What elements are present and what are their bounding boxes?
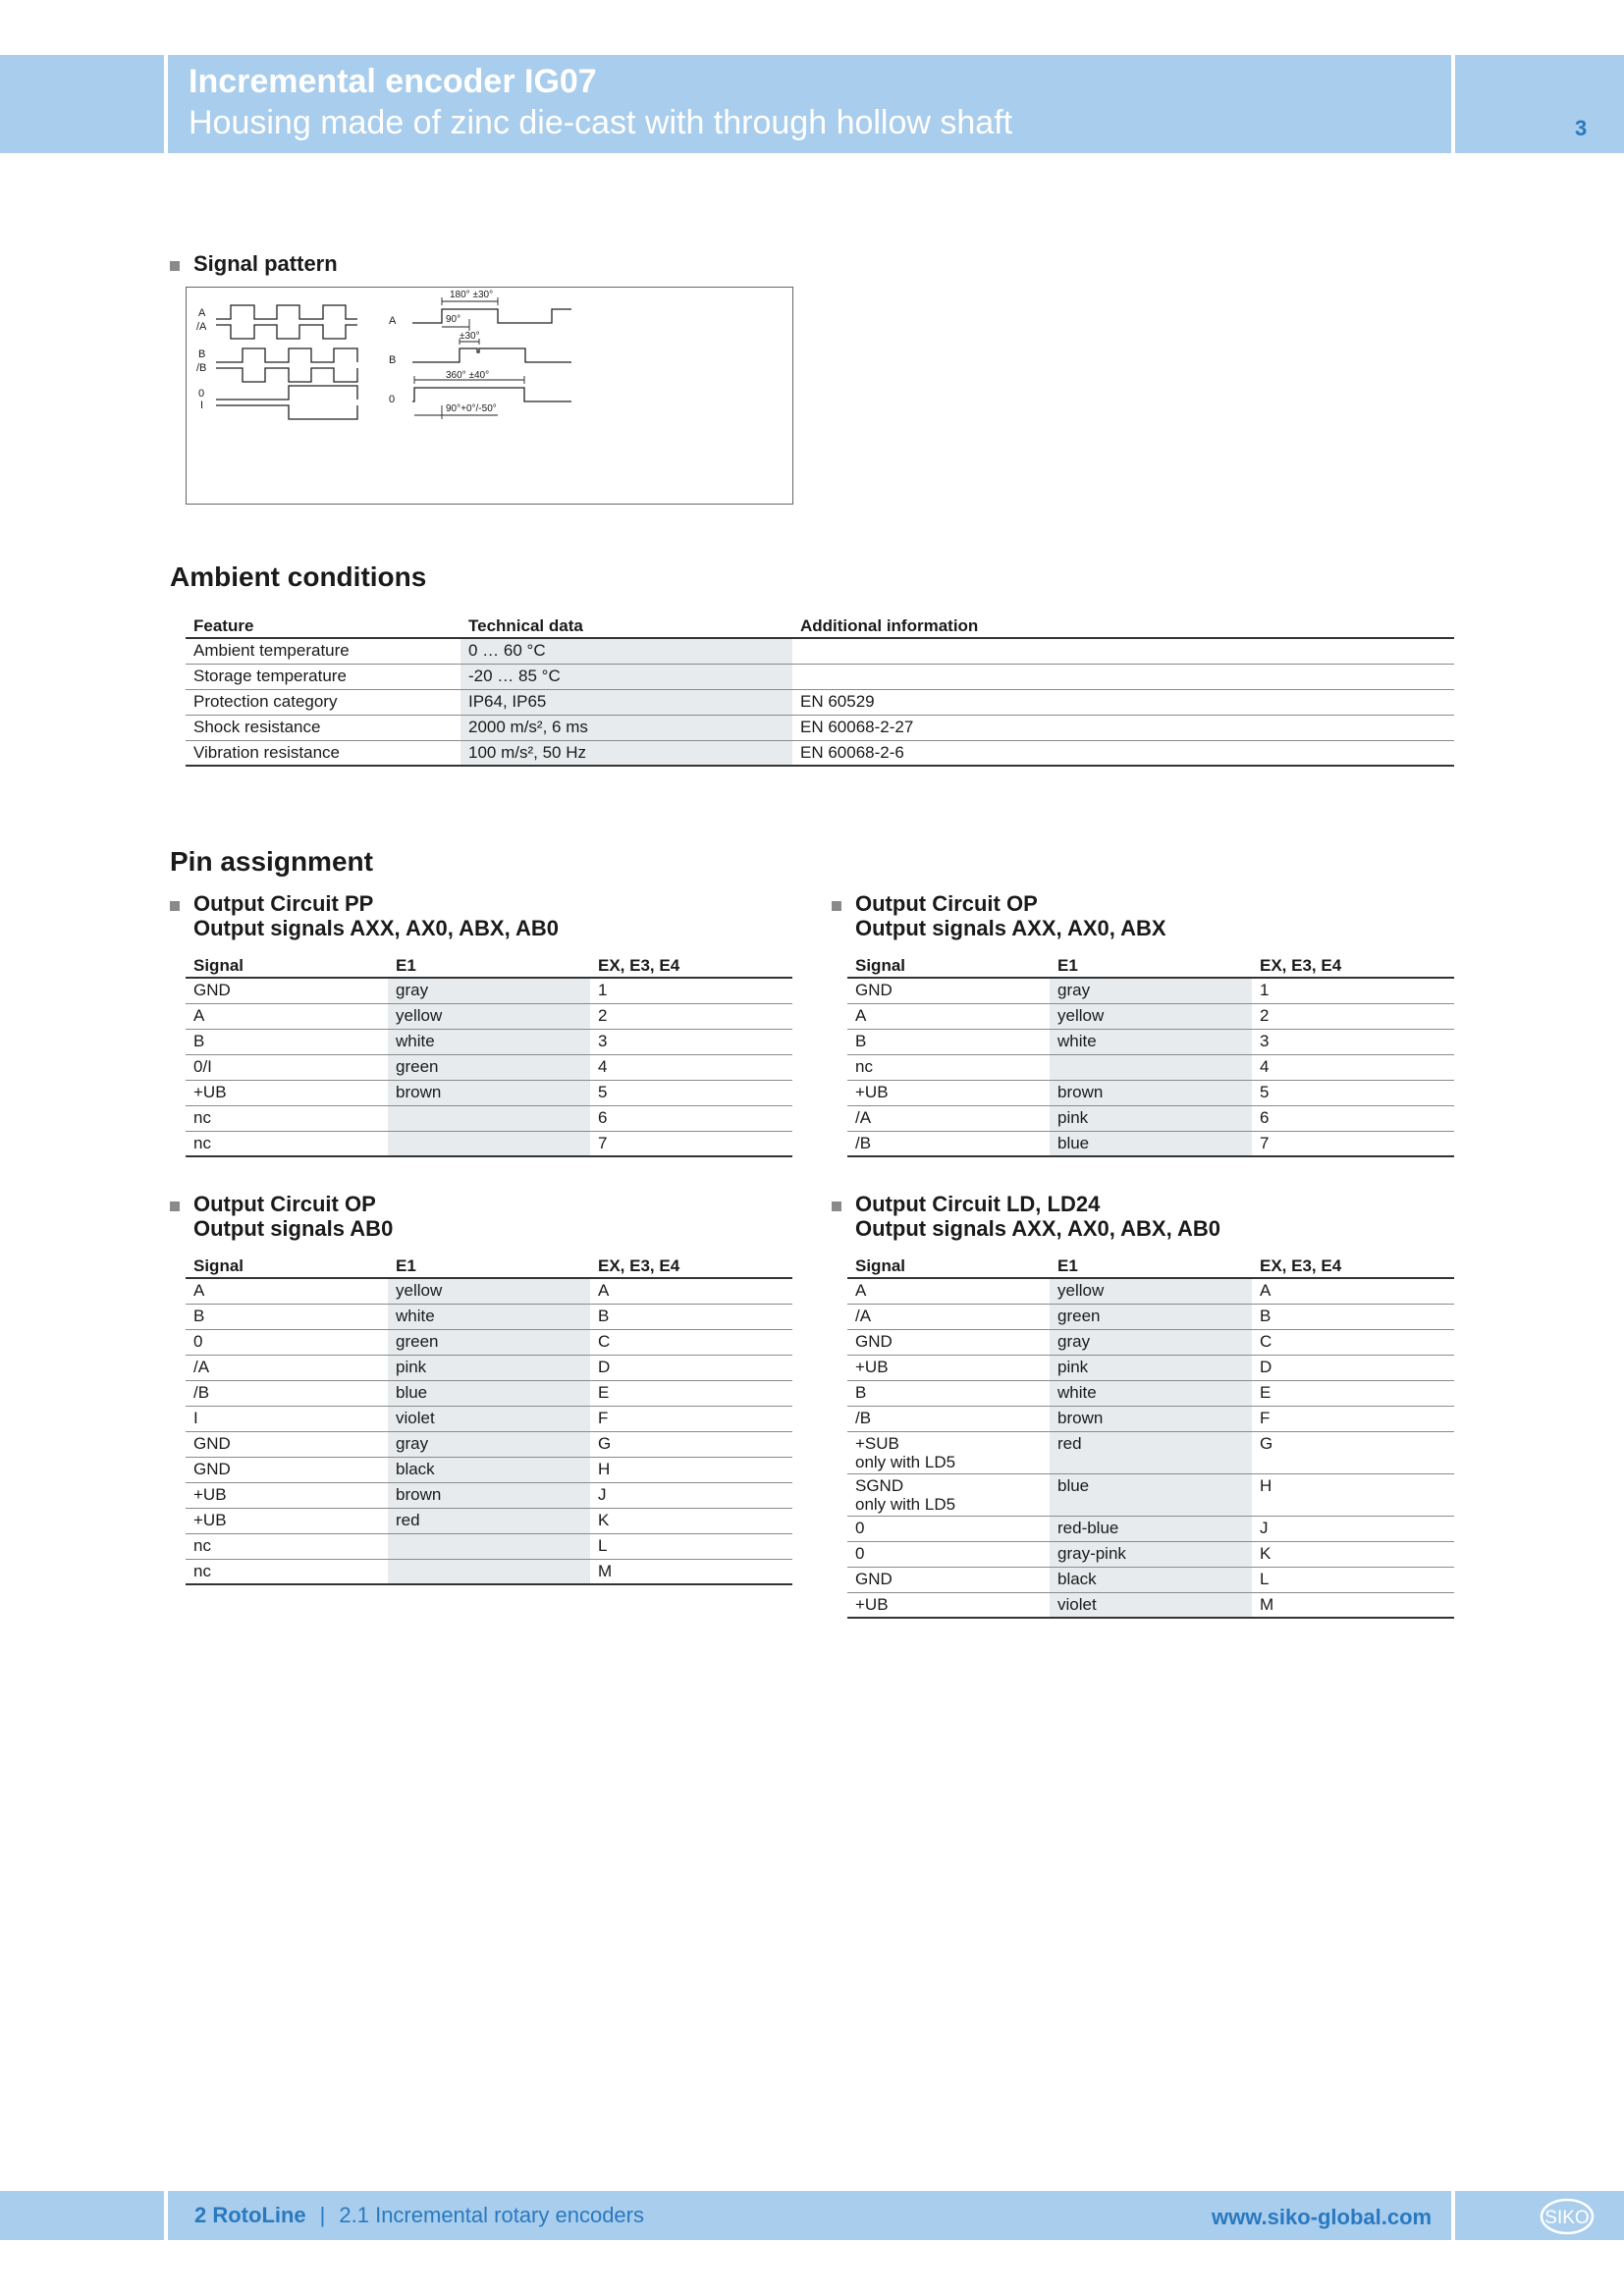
table-row bbox=[847, 1380, 1454, 1406]
table-row bbox=[186, 1003, 792, 1029]
cell: gray bbox=[388, 1431, 590, 1457]
cell: 6 bbox=[590, 1105, 792, 1131]
op2-title: Output Circuit OP Output signals AB0 bbox=[193, 1192, 394, 1241]
table-row bbox=[847, 1105, 1454, 1131]
cell: B bbox=[847, 1380, 1050, 1406]
cell: G bbox=[1252, 1431, 1454, 1473]
cell: B bbox=[1252, 1304, 1454, 1329]
table-row bbox=[186, 1355, 792, 1380]
table-row bbox=[847, 1406, 1454, 1431]
cell: D bbox=[590, 1355, 792, 1380]
cell: gray bbox=[1050, 978, 1252, 1003]
cell: 7 bbox=[590, 1131, 792, 1156]
cell: E bbox=[1252, 1380, 1454, 1406]
wave-label: B bbox=[198, 348, 206, 360]
dimension-label: 90°+0°/-50° bbox=[446, 403, 497, 414]
footer-section: 2 RotoLine bbox=[194, 2203, 306, 2227]
cell: nc bbox=[847, 1054, 1050, 1080]
cell: C bbox=[590, 1329, 792, 1355]
cell: GND bbox=[186, 1457, 388, 1482]
cell: F bbox=[1252, 1406, 1454, 1431]
cell: white bbox=[388, 1029, 590, 1054]
cell: A bbox=[186, 1003, 388, 1029]
cell: 4 bbox=[1252, 1054, 1454, 1080]
cell: /A bbox=[186, 1355, 388, 1380]
cell: Protection category bbox=[186, 689, 460, 715]
cell: blue bbox=[1050, 1473, 1252, 1516]
cell: green bbox=[1050, 1304, 1252, 1329]
dimension-label: 90° bbox=[446, 314, 461, 325]
table-header-row bbox=[186, 952, 792, 978]
cell: /B bbox=[186, 1380, 388, 1406]
cell: yellow bbox=[388, 1278, 590, 1304]
table-row bbox=[186, 740, 1454, 766]
ld-table bbox=[847, 1253, 1454, 1619]
footer-divider-left bbox=[164, 2191, 168, 2240]
cell: C bbox=[1252, 1329, 1454, 1355]
cell: E bbox=[590, 1380, 792, 1406]
table-row bbox=[847, 1541, 1454, 1567]
table-row bbox=[186, 715, 1454, 740]
cell: black bbox=[388, 1457, 590, 1482]
cell: 3 bbox=[590, 1029, 792, 1054]
footer-divider-right bbox=[1451, 2191, 1455, 2240]
dimension-label: ±30° bbox=[460, 331, 480, 342]
bullet-icon bbox=[832, 901, 841, 911]
table-row bbox=[186, 1029, 792, 1054]
cell: 0 bbox=[186, 1329, 388, 1355]
cell: brown bbox=[388, 1482, 590, 1508]
siko-logo bbox=[1540, 2197, 1595, 2236]
cell: Ambient temperature bbox=[186, 638, 460, 664]
table-row bbox=[186, 1406, 792, 1431]
table-row bbox=[186, 1278, 792, 1304]
column-header: E1 bbox=[1050, 952, 1252, 978]
table-row bbox=[186, 638, 1454, 664]
cell: violet bbox=[1050, 1592, 1252, 1618]
cell: /B bbox=[847, 1406, 1050, 1431]
cell: H bbox=[590, 1457, 792, 1482]
cell: green bbox=[388, 1054, 590, 1080]
wave-label: /B bbox=[196, 362, 207, 374]
cell: /A bbox=[847, 1304, 1050, 1329]
dimension-label: 180° ±30° bbox=[450, 290, 494, 300]
page-subtitle: Housing made of zinc die-cast with through hollow shaft bbox=[189, 104, 1013, 141]
signal-pattern-heading: Signal pattern bbox=[193, 251, 338, 276]
table-row bbox=[847, 1131, 1454, 1156]
cell: pink bbox=[1050, 1105, 1252, 1131]
cell: 2 bbox=[590, 1003, 792, 1029]
table-row bbox=[847, 1592, 1454, 1618]
cell: yellow bbox=[388, 1003, 590, 1029]
cell: GND bbox=[847, 978, 1050, 1003]
cell: M bbox=[1252, 1592, 1454, 1618]
cell: nc bbox=[186, 1131, 388, 1156]
table-header-row bbox=[186, 613, 1454, 638]
cell: red bbox=[388, 1508, 590, 1533]
cell: +UB bbox=[847, 1080, 1050, 1105]
table-row bbox=[186, 1131, 792, 1156]
cell: GND bbox=[186, 978, 388, 1003]
table-row bbox=[847, 1329, 1454, 1355]
cell: EN 60529 bbox=[792, 689, 1454, 715]
cell: nc bbox=[186, 1105, 388, 1131]
header-divider-left bbox=[164, 55, 168, 153]
column-header: EX, E3, E4 bbox=[590, 952, 792, 978]
cell: nc bbox=[186, 1533, 388, 1559]
column-header: Technical data bbox=[460, 613, 792, 638]
table-row bbox=[186, 1304, 792, 1329]
cell: GND bbox=[847, 1329, 1050, 1355]
cell: A bbox=[847, 1278, 1050, 1304]
pp-title: Output Circuit PP Output signals AXX, AX0, ABX, AB0 bbox=[193, 891, 560, 940]
table-row bbox=[186, 1482, 792, 1508]
cell: 4 bbox=[590, 1054, 792, 1080]
table-row bbox=[847, 1054, 1454, 1080]
table-row bbox=[847, 1567, 1454, 1592]
cell: F bbox=[590, 1406, 792, 1431]
table-row bbox=[186, 1533, 792, 1559]
column-header: Signal bbox=[847, 952, 1050, 978]
footer-separator: | bbox=[319, 2203, 326, 2227]
table-row bbox=[186, 978, 792, 1003]
table-row bbox=[186, 689, 1454, 715]
cell bbox=[388, 1131, 590, 1156]
cell: white bbox=[388, 1304, 590, 1329]
cell: brown bbox=[388, 1080, 590, 1105]
page-title: Incremental encoder IG07 bbox=[189, 63, 597, 100]
table-row bbox=[186, 1508, 792, 1533]
cell: L bbox=[590, 1533, 792, 1559]
cell: 0 bbox=[847, 1516, 1050, 1541]
ld-title: Output Circuit LD, LD24 Output signals AXX, AX0, ABX, AB0 bbox=[855, 1192, 1221, 1241]
table-row bbox=[186, 1431, 792, 1457]
cell: IP64, IP65 bbox=[460, 689, 792, 715]
table-row bbox=[186, 1105, 792, 1131]
wave-label: 0 bbox=[198, 388, 205, 400]
cell: H bbox=[1252, 1473, 1454, 1516]
cell: 3 bbox=[1252, 1029, 1454, 1054]
table-row bbox=[847, 1516, 1454, 1541]
svg-text:SIKO: SIKO bbox=[1544, 2208, 1590, 2228]
cell: brown bbox=[1050, 1406, 1252, 1431]
cell bbox=[388, 1533, 590, 1559]
cell: white bbox=[1050, 1029, 1252, 1054]
cell: yellow bbox=[1050, 1003, 1252, 1029]
table-row bbox=[847, 1003, 1454, 1029]
bullet-icon bbox=[170, 1201, 180, 1211]
cell: K bbox=[1252, 1541, 1454, 1567]
cell: +UB bbox=[847, 1355, 1050, 1380]
page-number: 3 bbox=[1575, 116, 1588, 140]
cell: +UB bbox=[186, 1482, 388, 1508]
cell: G bbox=[590, 1431, 792, 1457]
cell: 0 bbox=[847, 1541, 1050, 1567]
cell: nc bbox=[186, 1559, 388, 1584]
table-row bbox=[847, 1278, 1454, 1304]
cell: 5 bbox=[1252, 1080, 1454, 1105]
cell: B bbox=[186, 1304, 388, 1329]
table-row bbox=[186, 1329, 792, 1355]
signal-pattern-diagram bbox=[186, 287, 793, 505]
wave-label: /A bbox=[196, 321, 207, 333]
signal-waveforms bbox=[187, 288, 792, 504]
op1-title: Output Circuit OP Output signals AXX, AX0, ABX bbox=[855, 891, 1166, 940]
cell bbox=[792, 664, 1454, 689]
op2-table bbox=[186, 1253, 792, 1585]
ambient-heading: Ambient conditions bbox=[170, 561, 427, 592]
cell: black bbox=[1050, 1567, 1252, 1592]
column-header: E1 bbox=[1050, 1253, 1252, 1278]
column-header: E1 bbox=[388, 952, 590, 978]
table-header-row bbox=[847, 1253, 1454, 1278]
cell: 2000 m/s², 6 ms bbox=[460, 715, 792, 740]
table-row bbox=[186, 664, 1454, 689]
column-header: EX, E3, E4 bbox=[1252, 1253, 1454, 1278]
cell: pink bbox=[1050, 1355, 1252, 1380]
cell bbox=[1050, 1054, 1252, 1080]
table-row bbox=[847, 1080, 1454, 1105]
cell: A bbox=[847, 1003, 1050, 1029]
cell: A bbox=[1252, 1278, 1454, 1304]
cell bbox=[792, 638, 1454, 664]
cell: J bbox=[590, 1482, 792, 1508]
cell: L bbox=[1252, 1567, 1454, 1592]
header-divider-right bbox=[1451, 55, 1455, 153]
bullet-icon bbox=[170, 261, 180, 271]
cell: 0 … 60 °C bbox=[460, 638, 792, 664]
cell: pink bbox=[388, 1355, 590, 1380]
cell: D bbox=[1252, 1355, 1454, 1380]
cell: /B bbox=[847, 1131, 1050, 1156]
cell: A bbox=[186, 1278, 388, 1304]
cell: gray bbox=[388, 978, 590, 1003]
bullet-icon bbox=[170, 901, 180, 911]
column-header: Feature bbox=[186, 613, 460, 638]
cell: 1 bbox=[590, 978, 792, 1003]
table-row bbox=[847, 978, 1454, 1003]
cell: 2 bbox=[1252, 1003, 1454, 1029]
column-header: E1 bbox=[388, 1253, 590, 1278]
column-header: EX, E3, E4 bbox=[590, 1253, 792, 1278]
table-header-row bbox=[847, 952, 1454, 978]
footer-url-link[interactable]: www.siko-global.com bbox=[1212, 2205, 1433, 2229]
cell: 7 bbox=[1252, 1131, 1454, 1156]
cell: /A bbox=[847, 1105, 1050, 1131]
cell: violet bbox=[388, 1406, 590, 1431]
cell: +UB bbox=[186, 1508, 388, 1533]
table-row bbox=[847, 1473, 1454, 1516]
cell: 0/I bbox=[186, 1054, 388, 1080]
table-row bbox=[186, 1380, 792, 1406]
op1-table bbox=[847, 952, 1454, 1157]
cell: K bbox=[590, 1508, 792, 1533]
table-row bbox=[186, 1080, 792, 1105]
dimension-label: 360° ±40° bbox=[446, 370, 490, 381]
cell: M bbox=[590, 1559, 792, 1584]
table-row bbox=[847, 1029, 1454, 1054]
footer-breadcrumb bbox=[194, 2203, 644, 2228]
cell: EN 60068-2-27 bbox=[792, 715, 1454, 740]
cell: Vibration resistance bbox=[186, 740, 460, 766]
cell: 1 bbox=[1252, 978, 1454, 1003]
cell: 100 m/s², 50 Hz bbox=[460, 740, 792, 766]
table-row bbox=[186, 1559, 792, 1584]
cell: green bbox=[388, 1329, 590, 1355]
pin-assignment-heading: Pin assignment bbox=[170, 846, 373, 877]
cell: white bbox=[1050, 1380, 1252, 1406]
column-header: EX, E3, E4 bbox=[1252, 952, 1454, 978]
cell bbox=[388, 1559, 590, 1584]
cell: blue bbox=[388, 1380, 590, 1406]
cell: red-blue bbox=[1050, 1516, 1252, 1541]
cell: gray-pink bbox=[1050, 1541, 1252, 1567]
table-header-row bbox=[186, 1253, 792, 1278]
cell: Storage temperature bbox=[186, 664, 460, 689]
cell: red bbox=[1050, 1431, 1252, 1473]
cell: J bbox=[1252, 1516, 1454, 1541]
siko-logo-icon bbox=[1540, 2197, 1595, 2236]
cell: I bbox=[186, 1406, 388, 1431]
wave-label: A bbox=[389, 315, 397, 327]
wave-label: I bbox=[200, 400, 204, 411]
cell: 5 bbox=[590, 1080, 792, 1105]
bullet-icon bbox=[832, 1201, 841, 1211]
cell: GND bbox=[186, 1431, 388, 1457]
wave-label: B bbox=[389, 354, 397, 366]
ambient-table bbox=[186, 613, 1454, 767]
cell: B bbox=[186, 1029, 388, 1054]
cell: brown bbox=[1050, 1080, 1252, 1105]
table-row bbox=[847, 1431, 1454, 1473]
cell: GND bbox=[847, 1567, 1050, 1592]
cell: gray bbox=[1050, 1329, 1252, 1355]
column-header: Signal bbox=[186, 952, 388, 978]
cell bbox=[388, 1105, 590, 1131]
footer-chapter: 2.1 Incremental rotary encoders bbox=[339, 2203, 644, 2227]
column-header: Signal bbox=[847, 1253, 1050, 1278]
table-row bbox=[847, 1304, 1454, 1329]
pp-table bbox=[186, 952, 792, 1157]
cell: B bbox=[590, 1304, 792, 1329]
cell: 6 bbox=[1252, 1105, 1454, 1131]
column-header: Additional information bbox=[792, 613, 1454, 638]
cell: B bbox=[847, 1029, 1050, 1054]
cell: Shock resistance bbox=[186, 715, 460, 740]
cell: blue bbox=[1050, 1131, 1252, 1156]
table-row bbox=[186, 1457, 792, 1482]
cell: A bbox=[590, 1278, 792, 1304]
table-row bbox=[186, 1054, 792, 1080]
cell: SGND only with LD5 bbox=[847, 1473, 1050, 1516]
cell: +SUB only with LD5 bbox=[847, 1431, 1050, 1473]
table-row bbox=[847, 1355, 1454, 1380]
cell: yellow bbox=[1050, 1278, 1252, 1304]
column-header: Signal bbox=[186, 1253, 388, 1278]
cell: +UB bbox=[847, 1592, 1050, 1618]
wave-label: A bbox=[198, 307, 206, 319]
wave-label: 0 bbox=[389, 394, 396, 405]
cell: +UB bbox=[186, 1080, 388, 1105]
cell: -20 … 85 °C bbox=[460, 664, 792, 689]
cell: EN 60068-2-6 bbox=[792, 740, 1454, 766]
